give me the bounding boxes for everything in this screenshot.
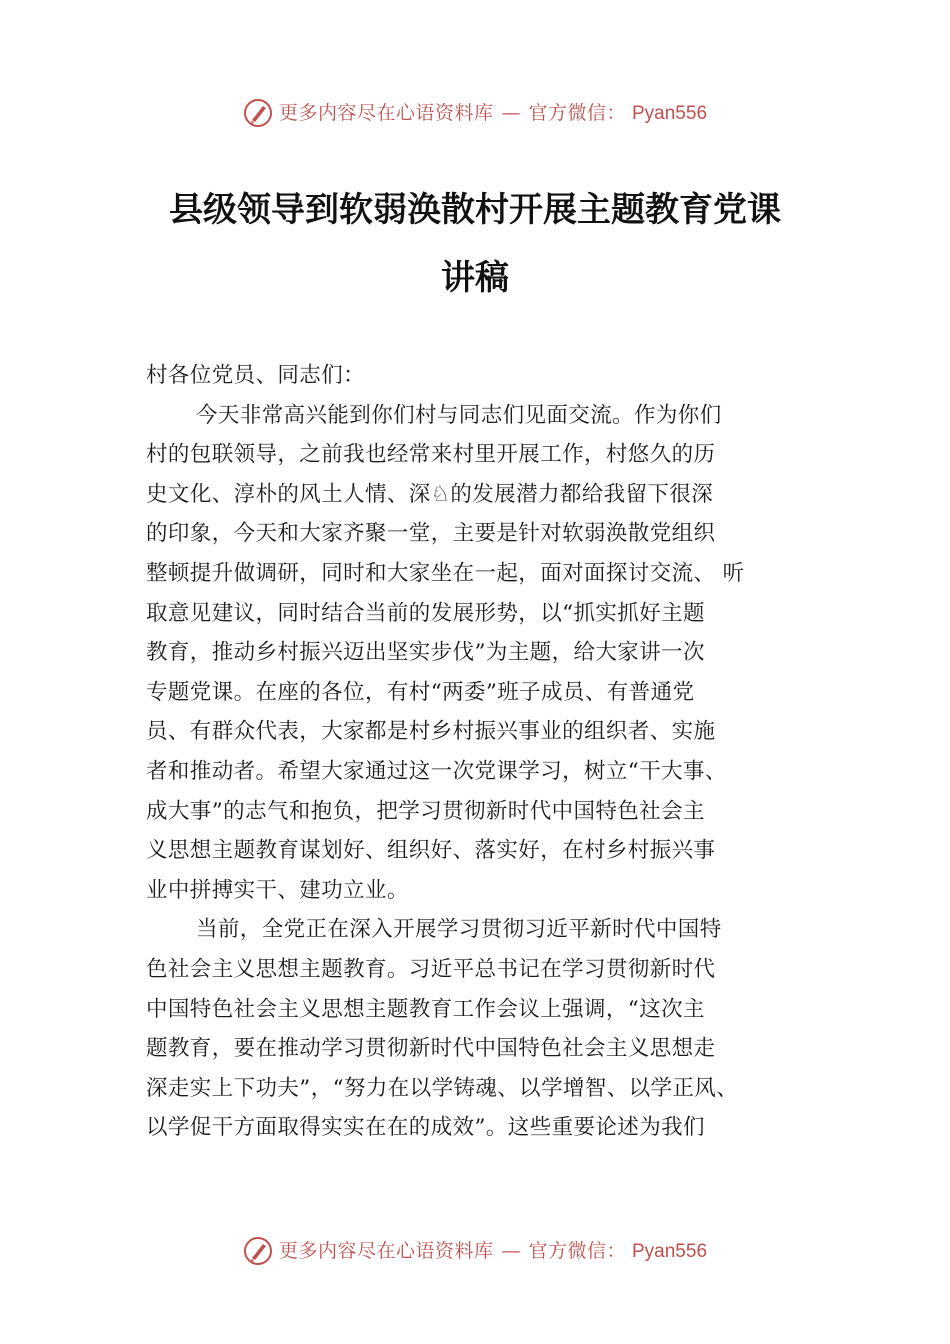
paragraph-line: 中国特色社会主义思想主题教育工作会议上强调，“这次主: [146, 996, 705, 1022]
document-body: [146, 356, 816, 1148]
paragraph-line: 以学促干方面取得实实在在的成效”。这些重要论述为我们: [146, 1115, 705, 1141]
header-watermark: [0, 98, 950, 128]
paragraph-line: 当前，全党正在深入开展学习贯彻习近平新时代中国特: [196, 917, 722, 943]
document-title-line1: 县级领导到软弱涣散村开展主题教育党课: [169, 190, 781, 230]
brush-logo-icon: [243, 98, 273, 128]
paragraph-line: 员、有群众代表，大家都是村乡村振兴事业的组织者、实施: [146, 719, 716, 745]
paragraph-1: [146, 396, 816, 911]
greeting: 村各位党员、同志们：: [146, 363, 366, 388]
brush-logo-icon: [243, 1236, 273, 1266]
paragraph-line: 取意见建议，同时结合当前的发展形势，以“抓实抓好主题: [146, 600, 705, 626]
paragraph-line: 义思想主题教育谋划好、组织好、落实好，在村乡村振兴事: [146, 838, 716, 864]
watermark-official-label: 官方微信：: [528, 101, 626, 124]
watermark-wechat-id: Pyan556: [632, 1240, 708, 1262]
paragraph-line: 的印象，今天和大家齐聚一堂，主要是针对软弱涣散党组织: [146, 521, 716, 547]
paragraph-line: 教育，推动乡村振兴迈出坚实步伐”为主题，给大家讲一次: [146, 640, 705, 666]
paragraph-line: 专题党课。在座的各位，有村“两委”班子成员、有普通党: [146, 679, 695, 705]
watermark-slogan: 更多内容尽在心语资料库: [278, 1239, 494, 1262]
paragraph-line: 村的包联领导，之前我也经常来村里开展工作，村悠久的历: [146, 442, 716, 468]
paragraph-line: 史文化、淳朴的风土人情、深♘的发展潜力都给我留下很深: [146, 481, 714, 507]
paragraph-line: 今天非常高兴能到你们村与同志们见面交流。作为你们: [196, 402, 722, 428]
footer-watermark: [0, 1236, 950, 1266]
paragraph-line: 者和推动者。希望大家通过这一次党课学习，树立“干大事、: [146, 758, 727, 784]
watermark-official-label: 官方微信：: [528, 1239, 626, 1262]
paragraph-line: 深走实上下功夫”，“努力在以学铸魂、以学增智、以学正风、: [146, 1075, 739, 1101]
watermark-dash: —: [501, 1239, 521, 1262]
watermark-wechat-id: Pyan556: [632, 102, 708, 124]
paragraph-line: 业中拼搏实干、建功立业。: [146, 877, 409, 903]
paragraph-line: 题教育，要在推动学习贯彻新时代中国特色社会主义思想走: [146, 1036, 716, 1062]
paragraph-line: 成大事”的志气和抱负，把学习贯彻新时代中国特色社会主: [146, 798, 705, 824]
paragraph-2: [146, 910, 816, 1148]
document-title-line2: 讲稿: [441, 258, 509, 298]
paragraph-line: 整顿提升做调研，同时和大家坐在一起，面对面探讨交流、 听: [146, 560, 745, 586]
watermark-dash: —: [501, 101, 521, 124]
paragraph-line: 色社会主义思想主题教育。习近平总书记在学习贯彻新时代: [146, 956, 716, 982]
watermark-slogan: 更多内容尽在心语资料库: [278, 101, 494, 124]
